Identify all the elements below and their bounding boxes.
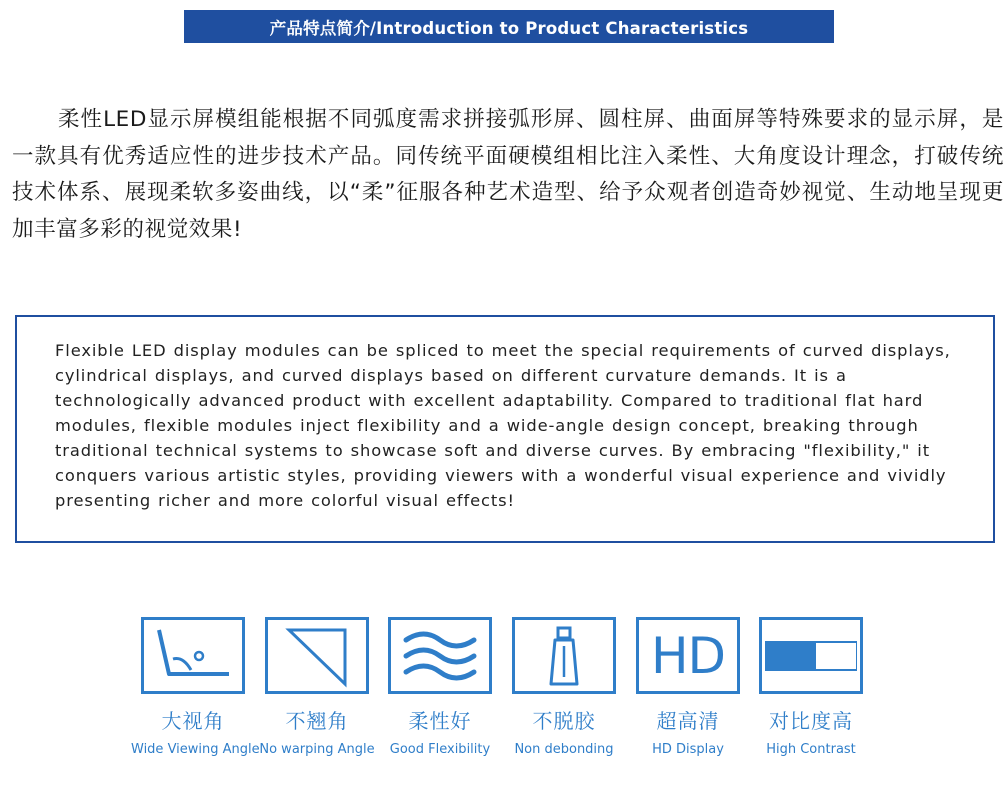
feature-en-label: Wide Viewing Angle [131,742,260,757]
hd-icon-text: HD [650,626,726,685]
section-title-bar [184,10,834,43]
feature-cn-label: 不脱胶 [532,709,596,733]
feature-no-warping-angle [255,617,379,758]
hd-display-icon [636,617,740,694]
feature-wide-viewing-angle [131,617,260,758]
wide-viewing-angle-icon [141,617,245,694]
feature-cn-label: 超高清 [656,709,720,733]
feature-en-label: Non debonding [514,742,614,757]
flexibility-waves-icon [388,617,492,694]
section-title: 产品特点简介/Introduction to Product Characteristics [269,18,749,38]
non-debonding-icon [512,617,616,694]
intro-english-paragraph: Flexible LED display modules can be spliced to meet the special requirements of curved displays, cylindrical displays, and curved displays based on different curvature demands. It is a technologically advanced product with excellent adaptability. Compared to traditional flat hard modules, flexible modules inject flexibility and a wide-angle design concept, breaking through traditional technical systems to showcase soft and diverse curves. By embracing "flexibility," it conquers various artistic styles, providing viewers with a wonderful visual experience and vividly presenting richer and more colorful visual effects! [55,341,951,510]
feature-cn-label: 不翘角 [285,709,349,733]
no-warping-angle-icon [265,617,369,694]
feature-cn-label: 大视角 [161,709,225,733]
feature-cn-label: 柔性好 [408,709,472,733]
intro-chinese-paragraph: 柔性LED显示屏模组能根据不同弧度需求拼接弧形屏、圆柱屏、曲面屏等特殊要求的显示屏，是一款具有优秀适应性的进步技术产品。同传统平面硬模组相比注入柔性、大角度设计理念，打破传统技术体系、展现柔软多姿曲线，以“柔”征服各种艺术造型、给予众观者创造奇妙视觉、生动地呈现更加丰富多彩的视觉效果! [12,107,1004,242]
feature-high-contrast [749,617,873,758]
high-contrast-icon [759,617,863,694]
feature-en-label: High Contrast [766,742,856,757]
feature-non-debonding [502,617,626,758]
feature-cn-label: 对比度高 [769,709,853,733]
feature-hd-display [626,617,750,758]
feature-list [0,617,1007,777]
feature-good-flexibility [378,617,502,758]
feature-en-label: Good Flexibility [389,742,491,757]
feature-en-label: HD Display [652,742,724,757]
intro-english-box [15,315,995,543]
feature-en-label: No warping Angle [259,742,375,757]
